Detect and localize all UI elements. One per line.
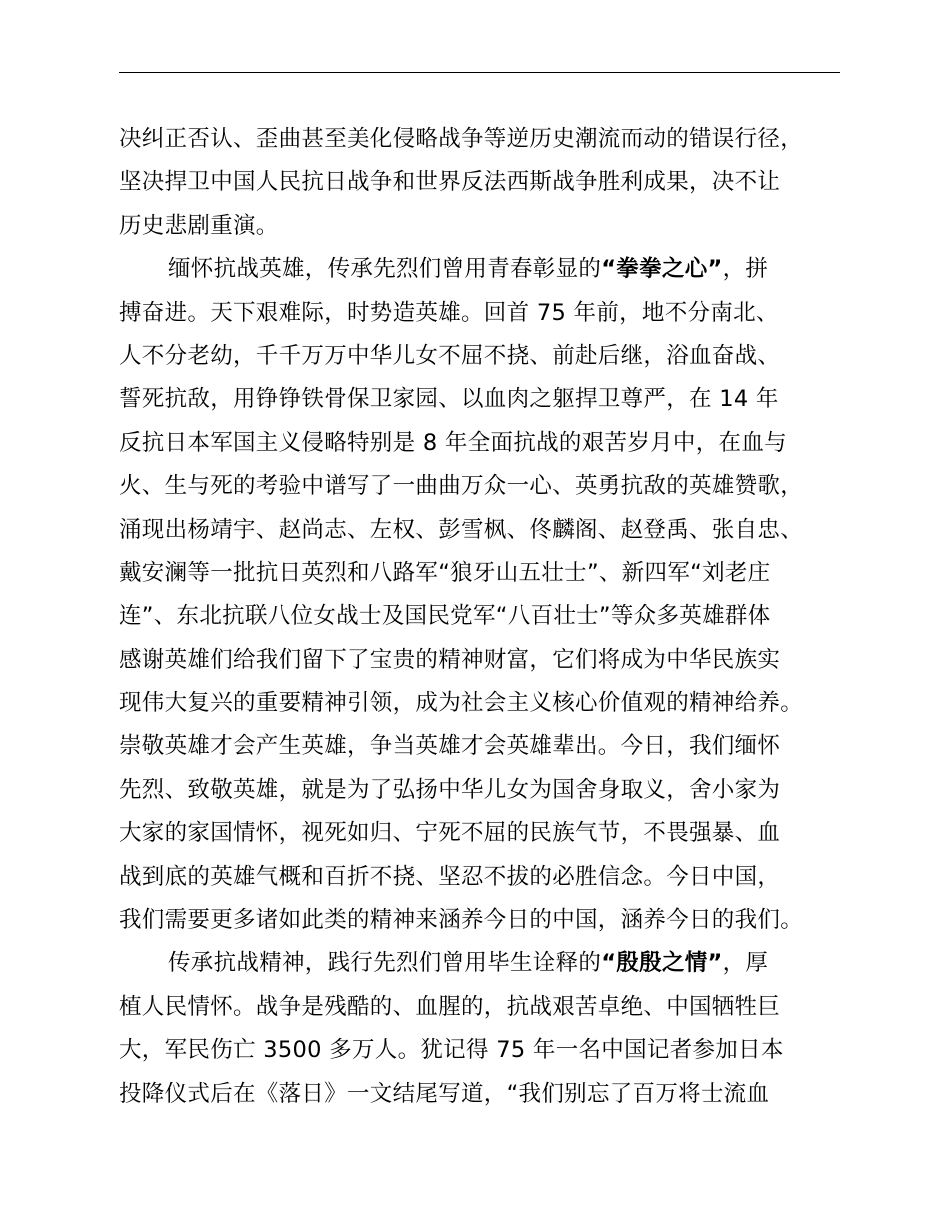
text-line	[119, 248, 859, 291]
text-line: 先烈、致敬英雄，就是为了弘扬中华儿女为国舍身取义，舍小家为	[119, 776, 781, 803]
text-line: 坚决捍卫中国人民抗日战争和世界反法西斯战争胜利成果，决不让	[119, 169, 781, 196]
text-line: 涌现出杨靖宇、赵尚志、左权、彭雪枫、佟麟阁、赵登禹、张自忠、	[119, 516, 804, 543]
emphasis-text: 拳拳之心	[616, 256, 708, 283]
text-line: 戴安澜等一批抗日英烈和八路军“狼牙山五壮士”、新四军“刘老庄	[119, 559, 771, 586]
paragraph-1	[119, 118, 859, 248]
text-run: 缅怀抗战英雄，传承先烈们曾用青春彰显的	[168, 256, 602, 283]
text-line: 感谢英雄们给我们留下了宝贵的精神财富，它们将成为中华民族实	[119, 646, 781, 673]
close-quote: ”	[707, 950, 723, 977]
text-line: 历史悲剧重演。	[119, 212, 279, 239]
text-run: 传承抗战精神，践行先烈们曾用毕生诠释的	[168, 950, 602, 977]
text-run: ，厚	[722, 950, 769, 977]
paragraph-3	[119, 942, 859, 1116]
text-line: 崇敬英雄才会产生英雄，争当英雄才会英雄辈出。今日，我们缅怀	[119, 733, 781, 760]
text-line: 搏奋进。天下艰难际，时势造英雄。回首 75 年前，地不分南北、	[119, 299, 779, 326]
header-rule	[119, 72, 840, 73]
paragraph-2	[119, 248, 859, 942]
text-line: 我们需要更多诸如此类的精神来涵养今日的中国，涵养今日的我们。	[119, 907, 804, 934]
text-run: ，拼	[722, 256, 769, 283]
close-quote: ”	[707, 256, 723, 283]
text-line: 现伟大复兴的重要精神引领，成为社会主义核心价值观的精神给养。	[119, 690, 804, 717]
text-line: 植人民情怀。战争是残酷的、血腥的，抗战艰苦卓绝、中国牺牲巨	[119, 993, 781, 1020]
text-line: 连”、东北抗联八位女战士及国民党军“八百壮士”等众多英雄群体	[119, 603, 771, 630]
document-body	[119, 118, 859, 1116]
text-line: 投降仪式后在《落日》一文结尾写道，“我们别忘了百万将士流血	[119, 1080, 770, 1107]
open-quote: “	[601, 256, 617, 283]
text-line: 誓死抗敌，用铮铮铁骨保卫家园、以血肉之躯捍卫尊严，在 14 年	[119, 386, 779, 413]
text-line: 人不分老幼，千千万万中华儿女不屈不挠、前赴后继，浴血奋战、	[119, 342, 781, 369]
text-line: 决纠正否认、歪曲甚至美化侵略战争等逆历史潮流而动的错误行径，	[119, 126, 804, 152]
open-quote: “	[601, 950, 617, 977]
text-line	[119, 942, 859, 985]
text-line: 火、生与死的考验中谱写了一曲曲万众一心、英勇抗敌的英雄赞歌，	[119, 473, 804, 500]
emphasis-text: 殷殷之情	[616, 950, 708, 977]
text-line: 战到底的英雄气概和百折不挠、坚忍不拔的必胜信念。今日中国，	[119, 863, 781, 890]
text-line: 反抗日本军国主义侵略特别是 8 年全面抗战的艰苦岁月中，在血与	[119, 429, 787, 456]
text-line: 大，军民伤亡 3500 多万人。犹记得 75 年一名中国记者参加日本	[119, 1037, 784, 1064]
text-line: 大家的家国情怀，视死如归、宁死不屈的民族气节，不畏强暴、血	[119, 820, 781, 847]
